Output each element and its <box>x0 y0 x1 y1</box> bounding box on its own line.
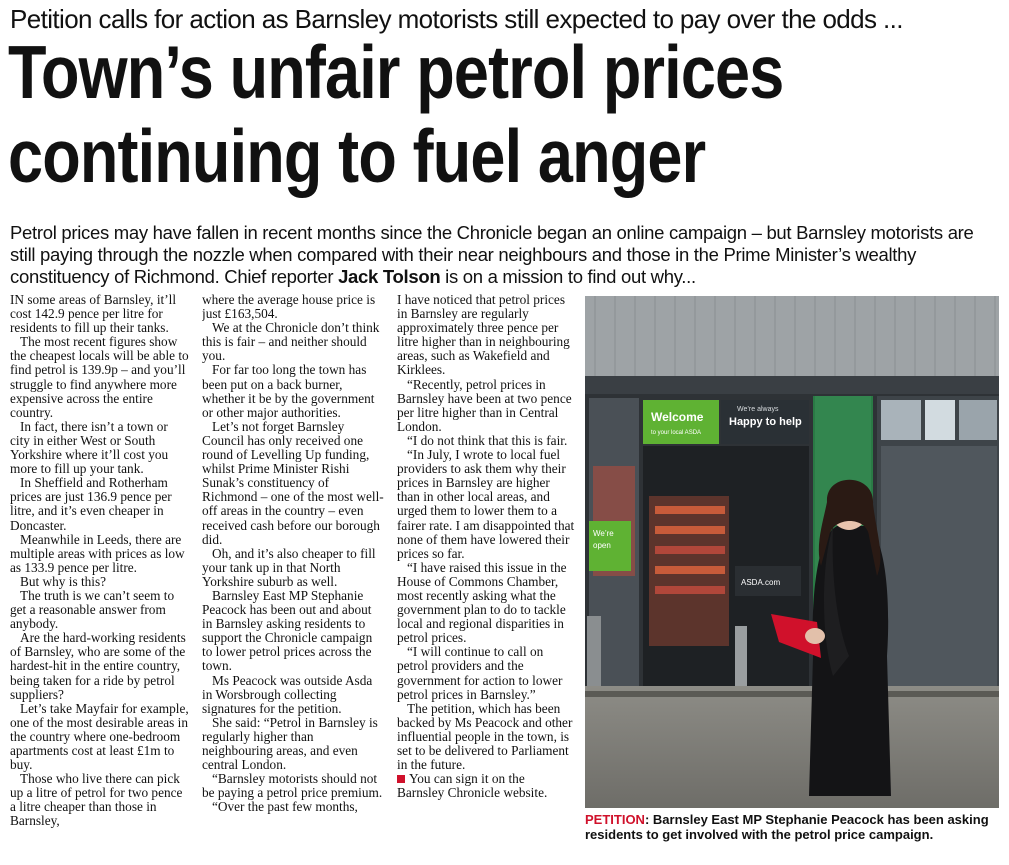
shelf-2 <box>655 526 725 534</box>
shelf-5 <box>655 586 725 594</box>
paragraph: The most recent figures show the cheapest locals will be able to find petrol is 139.9p – and you’ll struggle to find anywhere more expensive across the entire country. <box>10 334 189 420</box>
paragraph: But why is this? <box>20 573 107 589</box>
paragraph: “In July, I wrote to local fuel providers to ask them why their prices in Barnsley are higher than in other local areas, and urged them to lower them to a fairer rate. I am disappointed that none of them have lowered their prices so far. <box>397 447 575 561</box>
caption-text: : Barnsley East MP Stephanie Peacock has been asking residents to get involved with the petrol price campaign. <box>585 812 989 842</box>
shelf-4 <box>655 566 725 574</box>
paragraph: In fact, there isn’t a town or city in either West or South Yorkshire where it’ll cost you more to fill up your tank. <box>10 418 169 477</box>
shelf-1 <box>655 506 725 514</box>
bollard-middle <box>735 626 747 696</box>
paragraph: Barnsley East MP Stephanie Peacock has been out and about in Barnsley asking residents to support the Chronicle campaign to lower petrol prices across the town. <box>202 587 373 674</box>
right-window-pane-2 <box>925 400 955 440</box>
paragraph: where the average house price is just £163,504. <box>202 293 376 322</box>
welcome-sign-text: Welcome <box>651 410 704 424</box>
red-square-bullet-icon <box>397 775 405 783</box>
woman-hand <box>805 628 825 644</box>
paragraph: Oh, and it’s also cheaper to fill your tank up in that North Yorkshire suburb as well. <box>202 545 376 589</box>
paragraph: “I do not think that this is fair. <box>407 432 568 448</box>
standfirst-text: Petrol prices may have fallen in recent months since the Chronicle began an online campaign – but Barnsley motorists are still paying through the nozzle when compared with their near neighbours and those in the Prime Minister’s wealthy constituency of Richmond. Chief reporter <box>10 222 974 287</box>
paragraph: IN some areas of Barnsley, it’ll cost 142.9 pence per litre for residents to fill up their tanks. <box>10 293 177 336</box>
paragraph: “Over the past few months, <box>212 799 358 815</box>
paragraph-signoff <box>397 772 575 800</box>
article-photo <box>585 296 999 808</box>
photo-caption <box>585 812 999 842</box>
fascia <box>585 376 999 394</box>
paragraph: The truth is we can’t seem to get a reasonable answer from anybody. <box>10 587 175 632</box>
right-window-pane-1 <box>881 400 921 440</box>
headline-line-2: continuing to fuel anger <box>8 114 706 198</box>
bollard-left <box>587 616 601 696</box>
kerb-line <box>585 691 999 697</box>
paragraph: “I will continue to call on petrol providers and the government for action to lower petrol prices in Barnsley.” <box>397 644 563 702</box>
paragraph: Let’s not forget Barnsley Council has only received one round of Levelling Up funding, whilst Prime Minister Rishi Sunak’s constituency of Richmond – one of the most well-off areas in the country – even received cash before our borough did. <box>202 418 384 547</box>
article-column-1 <box>10 293 190 863</box>
paragraph: Ms Peacock was outside Asda in Worsbrough collecting signatures for the petition. <box>202 672 373 716</box>
author-name: Jack Tolson <box>338 266 441 287</box>
paragraph: “Barnsley motorists should not be paying a petrol price premium. <box>202 771 383 801</box>
article-column-3 <box>397 293 575 863</box>
right-window-pane-3 <box>959 400 997 440</box>
asda-storefront-photo <box>585 296 999 808</box>
headline <box>8 30 844 198</box>
paragraph: In Sheffield and Rotherham prices are just 136.9 pence per litre, and it’s even cheaper in Doncaster. <box>10 475 172 533</box>
right-window-reflection <box>881 446 997 686</box>
headline-line-1: Town’s unfair petrol prices <box>8 30 784 114</box>
shelf-3 <box>655 546 725 554</box>
paragraph: Are the hard-working residents of Barnsley, who are some of the hardest-hit in the entire country, being taken for a ride by petrol suppliers? <box>10 630 186 702</box>
paragraph: “I have raised this issue in the House of Commons Chamber, most recently asking what the government plan to do to tackle local and regional disparities in petrol prices. <box>397 559 567 646</box>
open-sign-text-2: open <box>593 541 611 550</box>
help-sign-small-text: We’re always <box>737 406 779 413</box>
paragraph: Let’s take Mayfair for example, one of the most desirable areas in the country where one-bedroom apartments cost at least £1m to buy. <box>10 700 189 773</box>
signoff-text: You can sign it on the Barnsley Chronicle website. <box>397 771 548 801</box>
pavement <box>585 686 999 808</box>
paragraph: For far too long the town has been put on a back burner, whether it be by the government or other major authorities. <box>202 362 375 420</box>
paragraph: We at the Chronicle don’t think this is fair – and neither should you. <box>202 320 380 364</box>
paragraph: The petition, which has been backed by Ms Peacock and other influential people in the town, is set to be delivered to Parliament in the future. <box>397 700 573 773</box>
article-column-2 <box>202 293 384 863</box>
paragraph: Meanwhile in Leeds, there are multiple areas with prices as low as 133.9 pence per litre. <box>10 531 185 575</box>
roof-panel <box>585 296 999 376</box>
paragraph: I have noticed that petrol prices in Barnsley are regularly approximately three pence per litre higher than in neighbouring areas, such as Wakefield and Kirklees. <box>397 293 570 378</box>
roof-ridges <box>595 296 995 376</box>
open-sign-text-1: We’re <box>593 529 614 538</box>
welcome-sign-subtext: to your local ASDA <box>651 430 702 436</box>
kicker: Petition calls for action as Barnsley motorists still expected to pay over the odds ... <box>10 4 903 34</box>
caption-label: PETITION <box>585 812 645 827</box>
paragraph: She said: “Petrol in Barnsley is regularly higher than neighbouring areas, and even central London. <box>202 714 378 773</box>
standfirst-tail: is on a mission to find out why... <box>440 266 696 287</box>
help-sign-text: Happy to help <box>729 416 802 428</box>
paragraph: “Recently, petrol prices in Barnsley have been at two pence per litre higher than in Central London. <box>397 376 572 434</box>
standfirst <box>10 222 995 288</box>
paragraph: Those who live there can pick up a litre of petrol for two pence a litre cheaper than those in Barnsley, <box>10 771 183 829</box>
door-sign-text: ASDA.com <box>741 578 781 587</box>
